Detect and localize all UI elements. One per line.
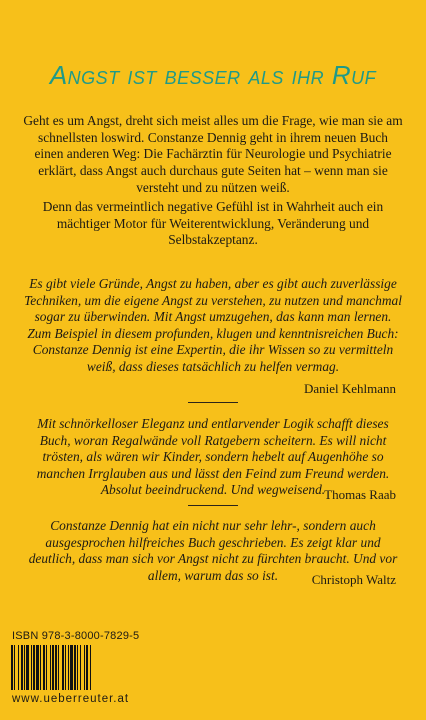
publisher-url[interactable]: www.ueberreuter.at xyxy=(12,693,130,705)
barcode-bar xyxy=(26,645,29,690)
headline: Angst ist besser als ihr Ruf xyxy=(49,60,377,90)
divider xyxy=(188,505,238,506)
barcode-bar xyxy=(55,645,57,690)
barcode-bar xyxy=(74,645,76,690)
barcode-bar xyxy=(24,645,25,690)
barcode-bar xyxy=(21,645,23,690)
barcode-bar xyxy=(70,645,73,690)
barcode-bar xyxy=(33,645,35,690)
barcode-bar xyxy=(68,645,69,690)
barcode-bar xyxy=(18,645,19,690)
intro-paragraph-1: Geht es um Angst, dreht sich meist alles um die Frage, wie man sie am schnellsten loswird. Constanze Dennig geht in ihrem neuen Buch einen anderen Weg: Die Fachärztin für Neurologie und Psychiatrie erklärt, dass Angst auch durchaus gute Seiten hat – wenn man sie versteht und zu nützen weiß. xyxy=(23,113,403,195)
barcode-bar xyxy=(84,645,85,690)
quote-raab: Mit schnörkelloser Eleganz und entlarvender Logik schafft dieses Buch, woran Regalwände voll Ratgebern scheitern. Es will nicht trösten, als wären wir Kinder, sondern hebelt auf Augenhöhe so manchen Irrglauben aus und lässt den Feind zum Freund werden. Absolut beeindruckend. Und wegweisend. xyxy=(36,416,390,498)
barcode-bar xyxy=(36,645,39,690)
isbn: ISBN 978-3-8000-7829-5 xyxy=(12,630,140,642)
barcode-bar xyxy=(50,645,51,690)
barcode-bar xyxy=(14,645,15,690)
barcode-bar xyxy=(65,645,66,690)
barcode-bar xyxy=(62,645,64,690)
barcode xyxy=(9,645,135,690)
quote-kehlmann: Es gibt viele Gründe, Angst zu haben, aber es gibt auch zuverlässige Techniken, um die eigene Angst zu verstehen, zu nutzen und manchmal sogar zu überwinden. Mit Angst umzugehen, das kann man lernen. Zum Beispiel in diesem profunden, klugen und kenntnisreichen Buch: Constanze Dennig ist eine Expertin, die ihr Wissen so zu vermitteln weiß, dass dieses tatsächlich zu helfen vermag. xyxy=(24,276,402,374)
barcode-bar xyxy=(58,645,59,690)
barcode-bar xyxy=(77,645,78,690)
intro-paragraph-2: Denn das vermeintlich negative Gefühl ist in Wahrheit auch ein mächtiger Motor für Weiterentwicklung, Veränderung und Selbstakzeptanz. xyxy=(42,199,384,248)
barcode-bar xyxy=(90,645,91,690)
barcode-bar xyxy=(86,645,88,690)
barcode-bar xyxy=(31,645,32,690)
barcode-bar xyxy=(40,645,41,690)
quote-author-waltz: Christoph Waltz xyxy=(311,572,396,587)
barcode-bar xyxy=(43,645,45,690)
quote-waltz: Constanze Dennig hat ein nicht nur sehr lehr-, sondern auch ausgesprochen hilfreiches Buch geschrieben. Es zeigt klar und deutlich, dass man sich vor Angst nicht zu fürchten braucht. Und vor allem, warum das so ist. xyxy=(28,518,398,583)
barcode-bar xyxy=(46,645,47,690)
quote-author-kehlmann: Daniel Kehlmann xyxy=(303,381,396,396)
quote-author-raab: Thomas Raab xyxy=(324,487,396,502)
barcode-bar xyxy=(11,645,13,690)
barcode-bar xyxy=(52,645,54,690)
barcode-bar xyxy=(80,645,81,690)
divider xyxy=(188,402,238,403)
